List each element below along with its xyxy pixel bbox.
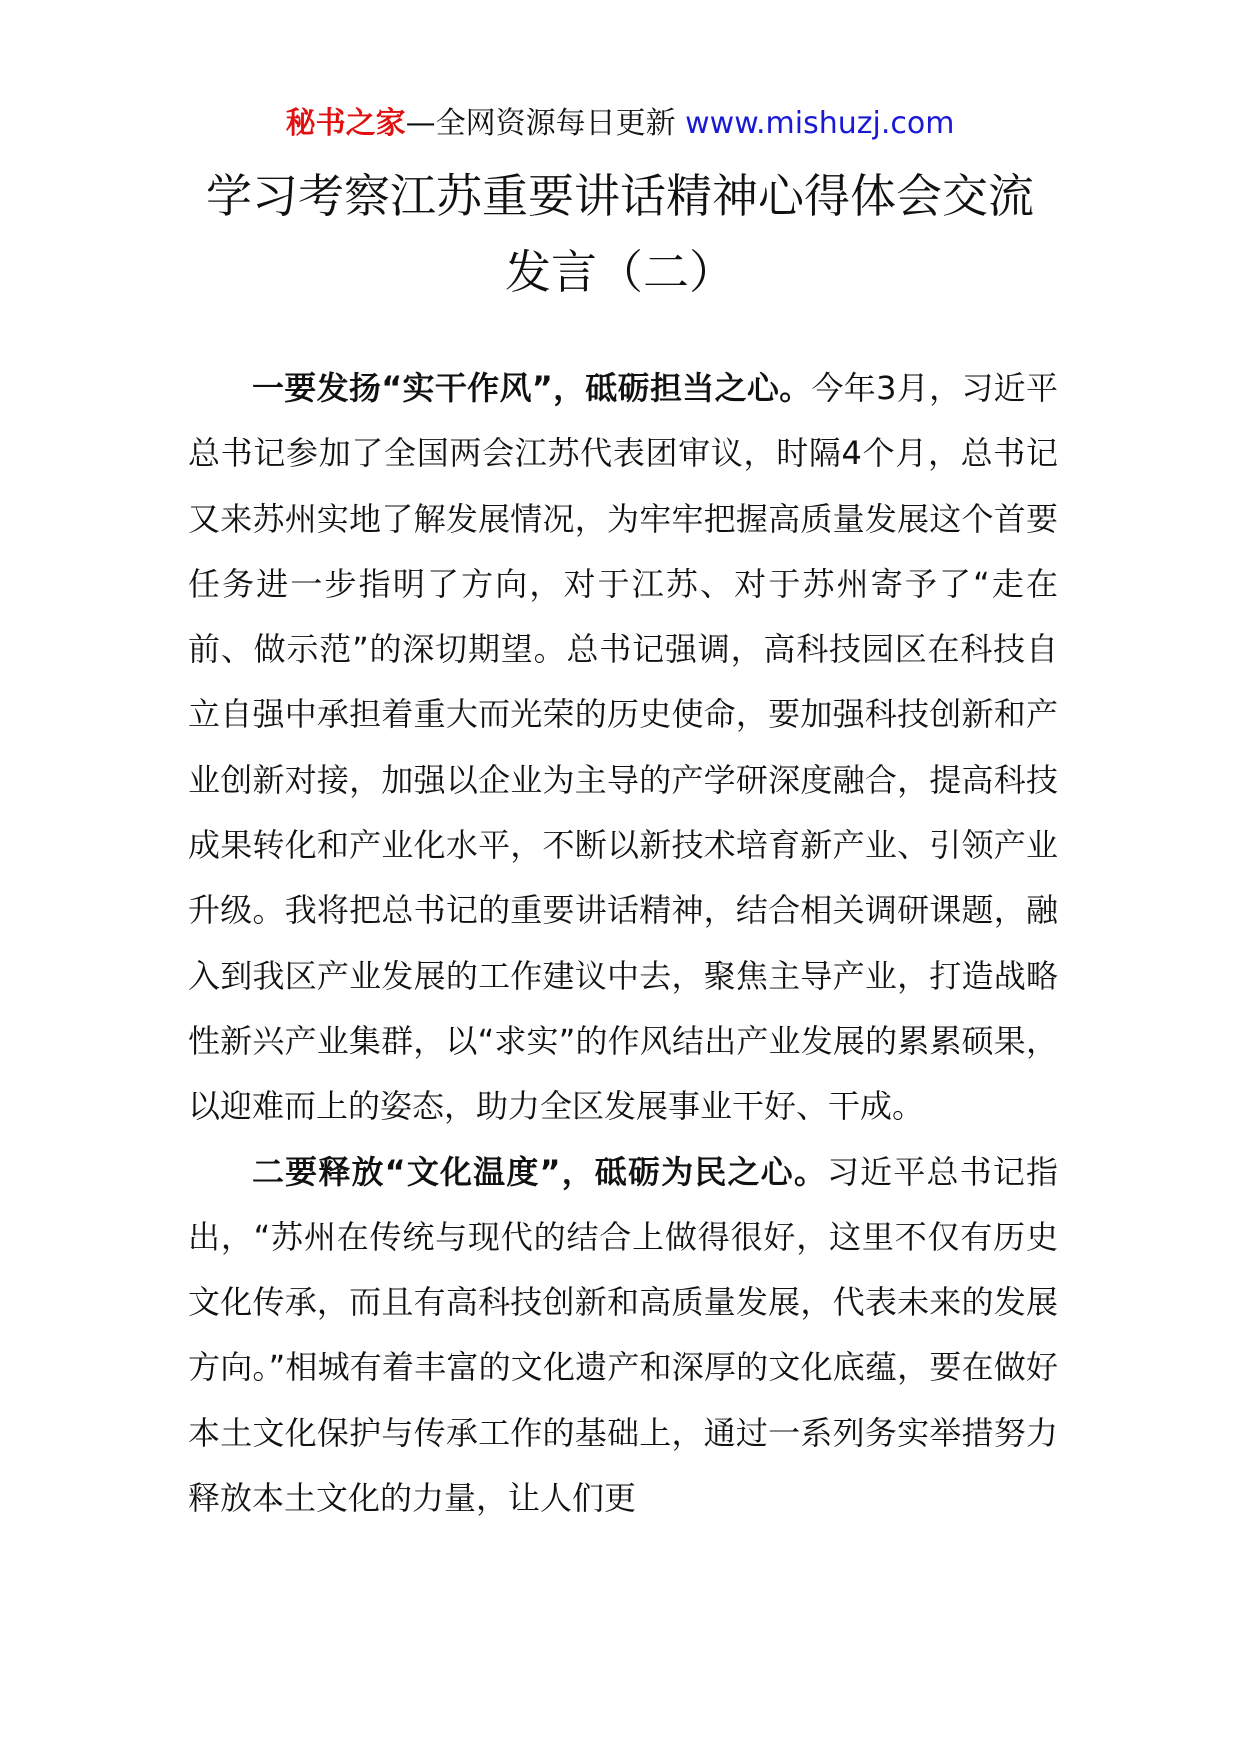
title-line-2: 发言（二） (505, 245, 735, 299)
site-header (0, 100, 1240, 148)
paragraph-1-lead: 一要发扬“实干作风”，砥砺担当之心。 (252, 369, 812, 407)
brand-name: 秘书之家 (285, 106, 406, 141)
header-tagline: —全网资源每日更新 (405, 106, 686, 141)
paragraph-1 (188, 356, 1058, 1140)
title-line-1: 学习考察江苏重要讲话精神心得体会交流 (206, 169, 1034, 223)
paragraph-2-lead: 二要释放“文化温度”，砥砺为民之心。 (252, 1152, 827, 1191)
paragraph-1-text: 今年3月，习近平总书记参加了全国两会江苏代表团审议，时隔4个月，总书记又来苏州实地了解发展情况，为牢牢把握高质量发展这个首要任务进一步指明了方向，对于江苏、对于苏州寄予了“走在前、做示范”的深切期望。总书记强调，高科技园区在科技自立自强中承担着重大而光荣的历史使命，要加强科技创新和产业创新对接，加强以企业为主导的产学研深度融合，提高科技成果转化和产业化水平，不断以新技术培育新产业、引领产业升级。我将把总书记的重要讲话精神，结合相关调研课题，融入到我区产业发展的工作建议中去，聚焦主导产业，打造战略性新兴产业集群，以“求实”的作风结出产业发展的累累硕果，以迎难而上的姿态，助力全区发展事业干好、干成。 (188, 369, 1058, 1126)
paragraph-2 (188, 1140, 1058, 1532)
site-url-link[interactable]: www.mishuzj.com (685, 106, 955, 141)
paragraph-2-text: 习近平总书记指出，“苏州在传统与现代的结合上做得很好，这里不仅有历史文化传承，而且有高科技创新和高质量发展，代表未来的发展方向。”相城有着丰富的文化遗产和深厚的文化底蕴，要在做好本土文化保护与传承工作的基础上，通过一系列务实举措努力释放本土文化的力量，让人们更 (188, 1152, 1058, 1518)
document-title (170, 158, 1070, 310)
document-body (188, 356, 1058, 1531)
